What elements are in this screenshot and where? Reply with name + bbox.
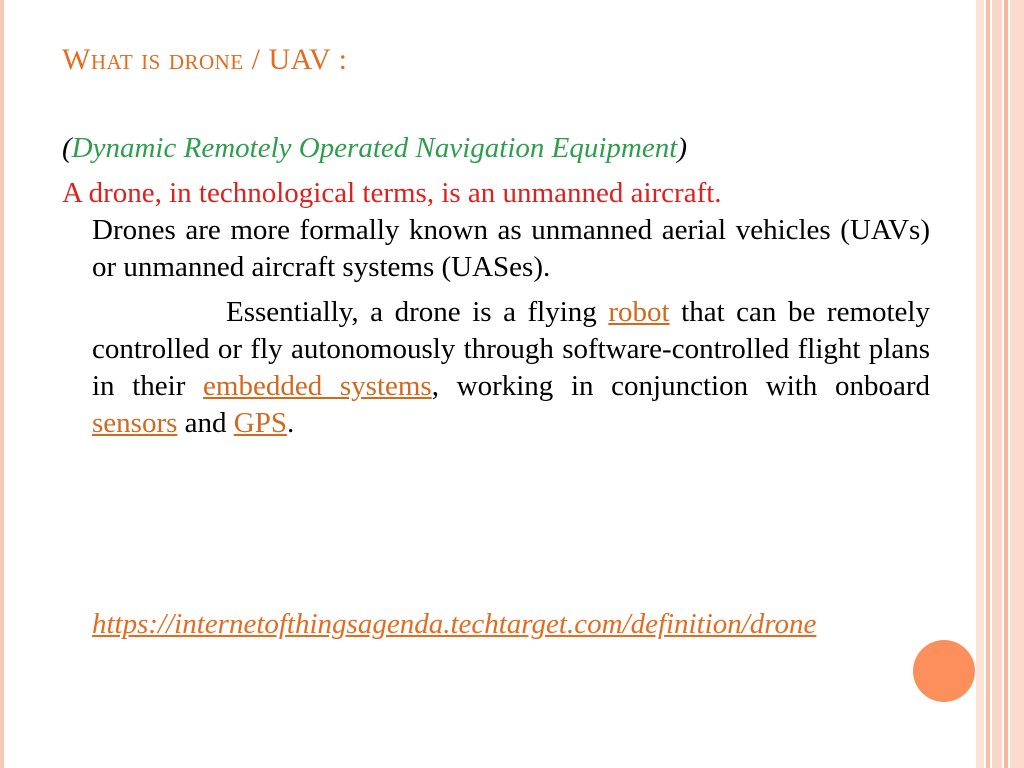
text-part: that can be remotely controlled or fly autonomously through software-controlled flight plans in their [92, 296, 930, 402]
paragraph-uav-definition: Drones are more formally known as unmanned aerial vehicles (UAVs) or unmanned aircraft systems (UASes). [92, 214, 930, 283]
slide-body [62, 175, 930, 442]
embedded-systems-link[interactable]: embedded systems [203, 370, 432, 402]
acronym-text: Dynamic Remotely Operated Navigation Equipment [71, 132, 678, 164]
right-decorative-stripes [976, 0, 1024, 768]
paragraph-drone-description [62, 294, 930, 442]
acronym-expansion [62, 128, 687, 168]
slide-title: What is drone / UAV : [62, 43, 348, 76]
stripe [986, 0, 990, 768]
accent-circle [913, 640, 975, 702]
text-part: and [177, 407, 234, 439]
text-part: , working in conjunction with onboard [431, 370, 931, 402]
stripe [992, 0, 1002, 768]
lead-sentence: A drone, in technological terms, is an unmanned aircraft. [62, 177, 722, 209]
stripe [1010, 0, 1024, 768]
robot-link[interactable]: robot [608, 296, 670, 328]
open-paren: ( [62, 132, 72, 164]
sensors-link[interactable]: sensors [92, 407, 178, 439]
text-part: Essentially, a drone is a flying [226, 296, 609, 328]
source-url-link[interactable]: https://internetofthingsagenda.techtarget.com/definition/drone [92, 608, 817, 640]
text-part: . [286, 407, 295, 439]
gps-link[interactable]: GPS [233, 407, 287, 439]
close-paren: ) [677, 132, 687, 164]
stripe [976, 0, 984, 768]
stripe [1004, 0, 1008, 768]
left-border-stripe [0, 0, 4, 768]
